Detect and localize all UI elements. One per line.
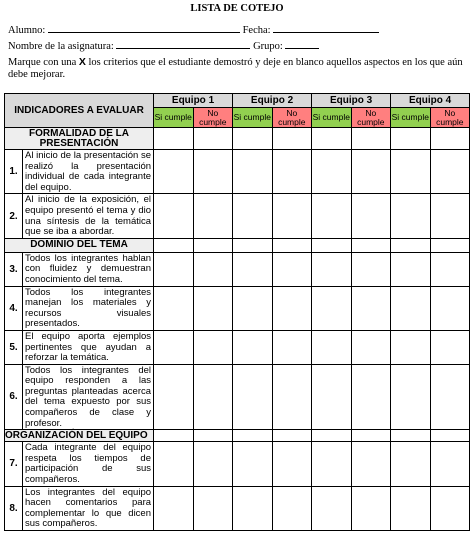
check-cell[interactable] <box>430 442 470 486</box>
check-cell[interactable] <box>154 252 194 286</box>
indicator-number: 5. <box>5 330 23 364</box>
check-cell[interactable] <box>233 330 273 364</box>
check-cell[interactable] <box>351 330 391 364</box>
indicator-number: 7. <box>5 442 23 486</box>
check-cell[interactable] <box>154 364 194 430</box>
student-label: Alumno: <box>8 25 46 36</box>
checklist-table <box>4 93 470 531</box>
check-cell[interactable] <box>391 194 431 238</box>
check-cell[interactable] <box>430 364 470 430</box>
indicator-text: Los integrantes del equipo hacen comentarios para complementar lo que dicen sus compañeros. <box>23 486 154 530</box>
check-cell[interactable] <box>430 150 470 194</box>
section-row <box>5 238 470 252</box>
indicator-text: Todos los integrantes manejan los materiales y recursos visuales presentados. <box>23 286 154 330</box>
check-cell[interactable] <box>430 286 470 330</box>
check-cell[interactable] <box>430 194 470 238</box>
indicator-row <box>5 252 470 286</box>
check-cell[interactable] <box>272 194 312 238</box>
check-cell[interactable] <box>193 286 233 330</box>
check-cell[interactable] <box>233 486 273 530</box>
indicator-number: 8. <box>5 486 23 530</box>
indicator-number: 1. <box>5 150 23 194</box>
indicator-row <box>5 194 470 238</box>
check-cell[interactable] <box>193 442 233 486</box>
x-mark: X <box>78 56 86 68</box>
section-title: FORMALIDAD DE LA PRESENTACIÓN <box>5 128 154 150</box>
indicator-row <box>5 364 470 430</box>
yes-header: Si cumple <box>154 108 194 128</box>
check-cell[interactable] <box>233 364 273 430</box>
no-header: No cumple <box>351 108 391 128</box>
subject-label: Nombre de la asignatura: <box>8 41 114 52</box>
indicator-text: Todos los integrantes del equipo responden a las preguntas planteadas acerca del tema expuesto por sus compañeros de clase y profesor. <box>23 364 154 430</box>
check-cell[interactable] <box>430 252 470 286</box>
check-cell[interactable] <box>351 486 391 530</box>
check-cell[interactable] <box>430 486 470 530</box>
indicator-number: 3. <box>5 252 23 286</box>
check-cell[interactable] <box>233 286 273 330</box>
check-cell[interactable] <box>391 252 431 286</box>
check-cell[interactable] <box>193 330 233 364</box>
check-cell[interactable] <box>351 442 391 486</box>
check-cell[interactable] <box>233 150 273 194</box>
student-name-field[interactable] <box>48 22 240 33</box>
check-cell[interactable] <box>391 150 431 194</box>
indicator-row <box>5 442 470 486</box>
subject-field[interactable] <box>116 38 250 49</box>
check-cell[interactable] <box>272 364 312 430</box>
team-header-row <box>5 94 470 108</box>
check-cell[interactable] <box>312 252 352 286</box>
indicator-text: El equipo aporta ejemplos pertinentes que ayudan a reforzar la temática. <box>23 330 154 364</box>
instructions-before: Marque con una <box>8 57 77 68</box>
instructions <box>8 56 468 81</box>
check-cell[interactable] <box>154 486 194 530</box>
indicator-row <box>5 150 470 194</box>
check-cell[interactable] <box>233 442 273 486</box>
check-cell[interactable] <box>272 486 312 530</box>
indicator-text: Cada integrante del equipo respeta los tiempos de participación de sus compañeros. <box>23 442 154 486</box>
check-cell[interactable] <box>351 150 391 194</box>
group-field[interactable] <box>285 38 319 49</box>
check-cell[interactable] <box>193 364 233 430</box>
team-header-1: Equipo 1 <box>154 94 233 108</box>
section-title: ORGANIZACIÓN DEL EQUIPO <box>5 430 154 442</box>
no-header: No cumple <box>272 108 312 128</box>
check-cell[interactable] <box>272 150 312 194</box>
check-cell[interactable] <box>351 286 391 330</box>
check-cell[interactable] <box>391 486 431 530</box>
check-cell[interactable] <box>193 252 233 286</box>
check-cell[interactable] <box>312 150 352 194</box>
instructions-after: los criterios que el estudiante demostró y deje en blanco aquellos aspectos en los que aún debe mejorar. <box>8 57 463 80</box>
check-cell[interactable] <box>391 286 431 330</box>
check-cell[interactable] <box>272 330 312 364</box>
check-cell[interactable] <box>154 330 194 364</box>
team-header-4: Equipo 4 <box>391 94 470 108</box>
indicator-text: Todos los integrantes hablan con fluidez y demuestran conocimiento del tema. <box>23 252 154 286</box>
check-cell[interactable] <box>154 286 194 330</box>
check-cell[interactable] <box>154 194 194 238</box>
yes-header: Si cumple <box>312 108 352 128</box>
date-label: Fecha: <box>242 25 271 36</box>
check-cell[interactable] <box>351 364 391 430</box>
date-field[interactable] <box>273 22 379 33</box>
check-cell[interactable] <box>193 150 233 194</box>
indicator-text: Al inicio de la presentación se realizó la presentación individual de cada integrante del equipo. <box>23 150 154 194</box>
no-header: No cumple <box>193 108 233 128</box>
check-cell[interactable] <box>154 150 194 194</box>
check-cell[interactable] <box>272 442 312 486</box>
section-row <box>5 128 470 150</box>
check-cell[interactable] <box>272 286 312 330</box>
check-cell[interactable] <box>312 364 352 430</box>
check-cell[interactable] <box>391 330 431 364</box>
section-row <box>5 430 470 442</box>
check-cell[interactable] <box>351 252 391 286</box>
check-cell[interactable] <box>312 286 352 330</box>
indicator-number: 6. <box>5 364 23 430</box>
indicator-number: 4. <box>5 286 23 330</box>
check-cell[interactable] <box>312 442 352 486</box>
check-cell[interactable] <box>154 442 194 486</box>
group-label: Grupo: <box>253 41 283 52</box>
check-cell[interactable] <box>233 194 273 238</box>
indicator-text: Al inicio de la exposición, el equipo presentó el tema y dio una síntesis de la temática que se iba a abordar. <box>23 194 154 238</box>
check-cell[interactable] <box>312 194 352 238</box>
team-header-3: Equipo 3 <box>312 94 391 108</box>
check-cell[interactable] <box>233 252 273 286</box>
check-cell[interactable] <box>312 486 352 530</box>
team-header-2: Equipo 2 <box>233 94 312 108</box>
indicator-row <box>5 286 470 330</box>
document-title: LISTA DE COTEJO <box>190 3 284 14</box>
check-cell[interactable] <box>430 330 470 364</box>
indicators-header: INDICADORES A EVALUAR <box>5 94 154 128</box>
check-cell[interactable] <box>391 364 431 430</box>
check-cell[interactable] <box>351 194 391 238</box>
check-cell[interactable] <box>312 330 352 364</box>
check-cell[interactable] <box>193 486 233 530</box>
check-cell[interactable] <box>193 194 233 238</box>
check-cell[interactable] <box>391 442 431 486</box>
check-cell[interactable] <box>272 252 312 286</box>
subject-group-line <box>8 38 319 52</box>
yes-header: Si cumple <box>391 108 431 128</box>
indicator-number: 2. <box>5 194 23 238</box>
yes-header: Si cumple <box>233 108 273 128</box>
section-title: DOMINIO DEL TEMA <box>5 238 154 252</box>
indicator-row <box>5 330 470 364</box>
no-header: No cumple <box>430 108 470 128</box>
indicator-row <box>5 486 470 530</box>
student-date-line <box>8 22 379 36</box>
